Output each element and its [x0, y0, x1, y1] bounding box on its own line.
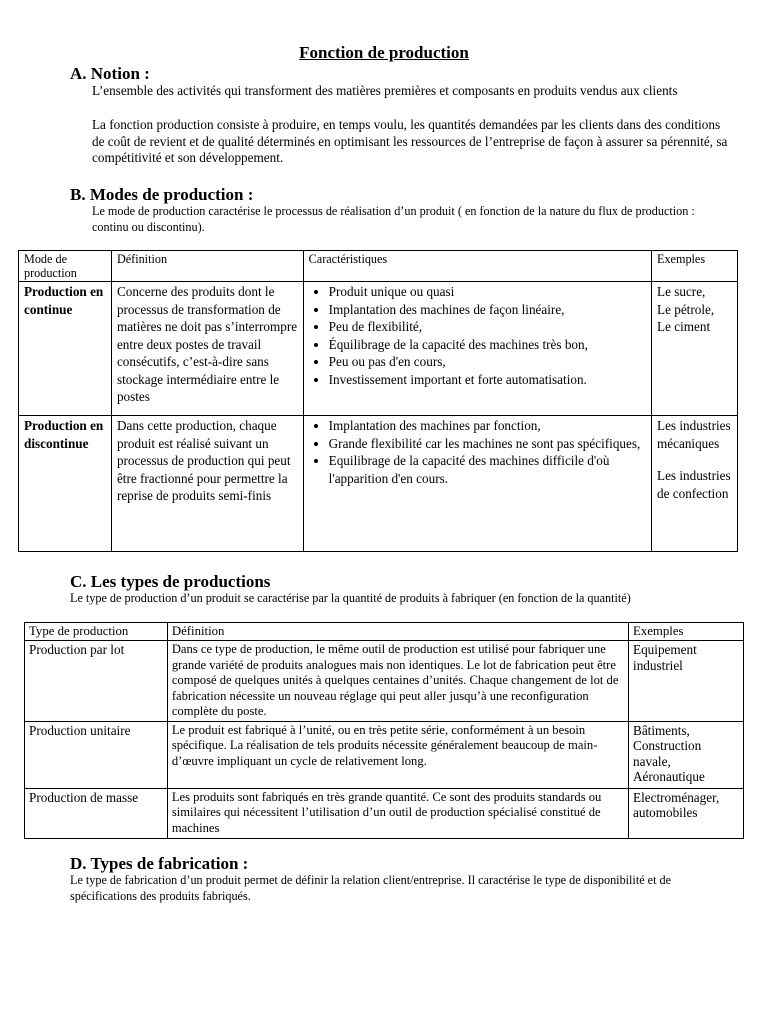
- examples-cell: [652, 282, 738, 416]
- section-b-intro: Le mode de production caractérise le processus de réalisation d’un produit ( en fonction de la nature du flux de production : continu ou discontinu).: [92, 204, 695, 234]
- type-cell: Production unitaire: [25, 721, 168, 788]
- modes-table: [18, 250, 738, 552]
- mode-cell: Production en discontinue: [19, 416, 112, 552]
- example-item: Les industries mécaniques: [657, 418, 731, 451]
- list-item: • Implantation des machines par fonction,: [329, 417, 646, 435]
- header-cell: Exemples: [652, 251, 738, 282]
- example-item: Le ciment: [657, 319, 711, 334]
- list-item: • Équilibrage de la capacité des machines très bon,: [329, 336, 646, 354]
- characteristics-list: [309, 283, 646, 388]
- example-item: Le pétrole,: [657, 301, 715, 317]
- section-b-heading: B. Modes de production :: [70, 185, 254, 204]
- type-cell: Production de masse: [25, 788, 168, 838]
- type-cell: Production par lot: [25, 641, 168, 722]
- characteristics-list: [309, 417, 646, 487]
- examples-cell: [652, 416, 738, 552]
- section-c-heading: C. Les types de productions: [70, 572, 271, 591]
- section-a-heading: A. Notion :: [70, 64, 150, 83]
- definition-cell: Les produits sont fabriqués en très grande quantité. Ce sont des produits standards ou similaires qui nécessitent l’utilisation d’un outil de production spécialisé constitué de machines: [167, 788, 628, 838]
- table-row: [19, 416, 738, 552]
- table-row: [25, 721, 744, 788]
- definition-cell: Le produit est fabriqué à l’unité, ou en très petite série, conformément à un besoin spécifique. La réalisation de tels produits nécessite généralement beaucoup de main-d’œuvre impliquant un cycle de relativement long.: [167, 721, 628, 788]
- section-c-intro: Le type de production d’un produit se caractérise par la quantité de produits à fabriquer (en fonction de la quantité): [70, 591, 631, 605]
- header-cell: Type de production: [25, 623, 168, 641]
- section-a-paragraph-2: La fonction production consiste à produire, en temps voulu, les quantités demandées par les clients dans des conditions de coût de revient et de qualité déterminés en optimisant les ressources de l’entreprise de façon à assurer sa pérennité, sa compétitivité et son développement.: [92, 117, 728, 165]
- header-cell: Mode de production: [19, 251, 112, 282]
- examples-cell: Electroménager, automobiles: [629, 788, 744, 838]
- characteristics-cell: [303, 416, 651, 552]
- section-a-paragraph-1: L’ensemble des activités qui transforment des matières premières et composants en produits vendus aux clients: [92, 83, 678, 98]
- examples-cell: Bâtiments, Construction navale, Aéronautique: [629, 721, 744, 788]
- example-item: Le sucre,: [657, 284, 706, 299]
- definition-cell: Dans ce type de production, le même outil de production est utilisé pour fabriquer une grande variété de produits analogues mais non identiques. Le lot de fabrication peut être composé de quelques unités à quelques centaines d’unités. Chaque changement de lot de fabrication nécessite un nouveau réglage qui peut aller jusqu’à une reconfiguration complète du poste.: [167, 641, 628, 722]
- table-row: [25, 788, 744, 838]
- list-item: • Grande flexibilité car les machines ne sont pas spécifiques,: [329, 435, 646, 453]
- mode-cell: Production en continue: [19, 282, 112, 416]
- definition-cell: Dans cette production, chaque produit est réalisé suivant un processus de production qui peut être fractionné pour permettre la reprise de produits semi-finis: [111, 416, 303, 552]
- definition-cell: Concerne des produits dont le processus de transformation de matières ne doit pas s’interrompre entre deux postes de travail consécutifs, c’est-à-dire sans stockage intermédiaire entre le postes: [111, 282, 303, 416]
- section-d-heading: D. Types de fabrication :: [70, 854, 249, 873]
- list-item: • Equilibrage de la capacité des machines difficile d'où l'apparition d'en cours.: [329, 452, 646, 487]
- table-header-row: [25, 623, 744, 641]
- list-item: • Produit unique ou quasi: [329, 283, 646, 301]
- page-title: Fonction de production: [299, 43, 469, 62]
- list-item: • Investissement important et forte automatisation.: [329, 371, 646, 389]
- examples-cell: Equipement industriel: [629, 641, 744, 722]
- header-cell: Définition: [111, 251, 303, 282]
- table-row: [19, 282, 738, 416]
- example-item: Les industries de confection: [657, 468, 731, 501]
- section-d-intro: Le type de fabrication d’un produit permet de définir la relation client/entreprise. Il caractérise le type de disponibilité et de spécifications des produits fabriqués.: [70, 873, 672, 903]
- characteristics-cell: [303, 282, 651, 416]
- types-table: [24, 622, 744, 839]
- list-item: • Implantation des machines de façon linéaire,: [329, 301, 646, 319]
- header-cell: Exemples: [629, 623, 744, 641]
- list-item: • Peu ou pas d'en cours,: [329, 353, 646, 371]
- header-cell: Caractéristiques: [303, 251, 651, 282]
- table-header-row: [19, 251, 738, 282]
- table-row: [25, 641, 744, 722]
- header-cell: Définition: [167, 623, 628, 641]
- list-item: • Peu de flexibilité,: [329, 318, 646, 336]
